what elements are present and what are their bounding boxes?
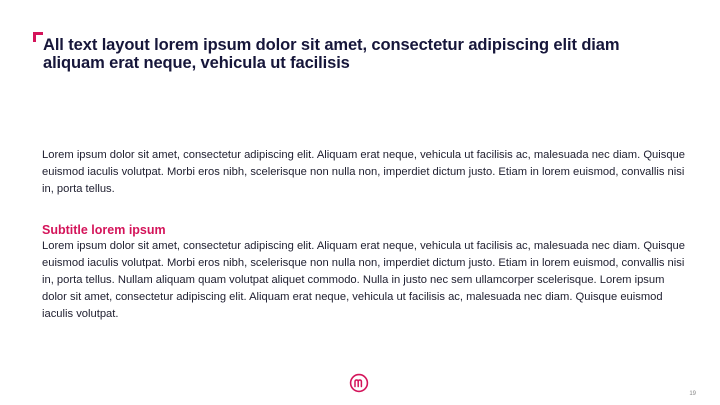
subtitle: Subtitle lorem ipsum — [42, 223, 166, 237]
corner-bracket-icon — [33, 32, 43, 42]
body-paragraph-1: Lorem ipsum dolor sit amet, consectetur adipiscing elit. Aliquam erat neque, vehicula ut facilisis ac, malesuada nec diam. Quisque euismod iaculis volutpat. Morbi eros nibh, scelerisque non nulla non, imperdiet dictum justo. Etiam in lorem euismod, convallis nisi in, porta tellus. — [42, 149, 685, 195]
page-number: 19 — [689, 391, 696, 397]
body-paragraph-2: Lorem ipsum dolor sit amet, consectetur adipiscing elit. Aliquam erat neque, vehicula ut facilisis ac, malesuada nec diam. Quisque euismod iaculis volutpat. Morbi eros nibh, scelerisque non nulla non, imperdiet dictum justo. Etiam in lorem euismod, convallis nisi in, porta tellus. Nullam aliquam quam volutpat aliquet commodo. Nulla in justo nec sem ullamcorper scelerisque. Lorem ipsum dolor sit amet, consectetur adipiscing elit. Aliquam erat neque, vehicula ut facilisis ac, malesuada nec diam. Quisque euismod iaculis volutpat. — [42, 240, 685, 320]
m-circle-logo-icon — [349, 373, 369, 393]
slide-title: All text layout lorem ipsum dolor sit amet, consectetur adipiscing elit diam aliquam erat neque, vehicula ut facilisis — [43, 36, 620, 72]
